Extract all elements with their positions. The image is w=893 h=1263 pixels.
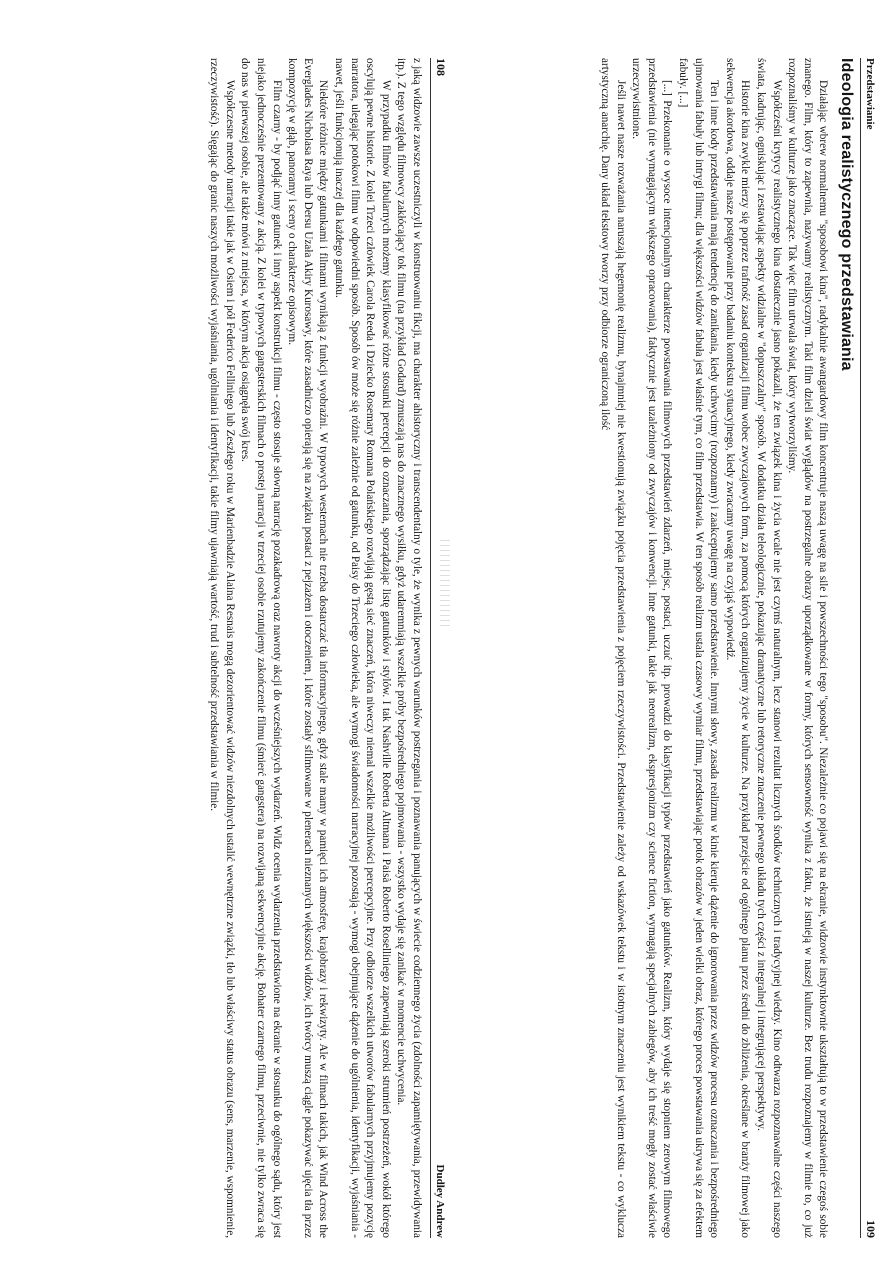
chapter-title: Ideologia realistycznego przedstawiania xyxy=(838,58,855,371)
paragraph: Niektóre różnice między gatunkami i filmami wynikają z funkcji wyobraźni. W typowych westernach nie trzeba dostarczać tła informacyjnego, gdyż stale mamy w pamięci ich atmosferę, krajobrazy i rekwizyty. Ale w filmach takich, jak Wind Across the Everglades Nicholasa Raya lub Dersu Uzała Akiry Kurosawy, które zasadniczo opierają się na związku postaci z pejzażem i otoczeniem, i które zostały sfilmowane w plenerach nieznanych większości widzów, ich twórcy muszą ciągle pokazywać ujęcia tła przez kompozycję w głąb, panoramy i sceny o charakterze opisowym. xyxy=(286,58,330,1238)
page-108 xyxy=(68,58,448,1238)
paragraph: Współczesne metody narracji takie jak w Osiem i pół Federico Felliniego lub Zeszłego roku w Marienbadzie Alaina Resnais mogą dezorientować widzów niezdolnych ustalić wewnętrzne związki, tło lub właściwy status obrazu (sens, marzenie, wspomnienie, rzeczywistość). Sięgając do granic naszych możliwości wyjaśniania, ugólniania i identyfikacji, takie filmy ujawniają wartość, trud i subtelność przedstawiania w filmie. xyxy=(208,58,236,1238)
paragraph: z jaką widzowie zawsze uczestniczyli w konstruowaniu fikcji, ma charakter ahistoryczny i transcendentalny o tyle, że wynika z pewnych warunków postrzegania i poznawania panujących w świecie codziennego życia (zdolności zapamiętywania, przewidywania itp.). Z tego względu filmowcy zakłócający tok filmu (na przykład Godard) zmuszają nas do znacznego wysiłku, gdyż udaremniają wszelkie próby bezpośredniego pojmowania - wszystko wydaje się zanikać w momencie uchwycenia. xyxy=(395,58,423,1238)
running-head-left xyxy=(430,58,448,1238)
paragraph: Ten i inne kody przedstawiania mają tendencję do zanikania, kiedy uchwycimy (rozpoznamy) i zaakceptujemy samo przedstawienie. Innymi słowy, zasada realizmu w kinie kieruje dążenie do ignorowania przez widzów procesu oznaczania i bezpośredniego ujmowania fabuły lub intrygi filmu; dla większości widzów fabuła jest właśnie tym, co film przedstawia. W ten sposób realizm ustala czasowy wymiar filmu, przedstawiając potok obrazów w jeden wielki obraz, którego proces powstawania ukrywa się za efektem fabuły. [...] xyxy=(677,58,721,1238)
running-head-right xyxy=(860,58,878,1238)
page-number-right: 109 xyxy=(864,1220,878,1238)
paragraph: Jeśli nawet nasze rozważania naruszają hegemonię realizmu, bynajmniej nie kwestionują związku pojęcia przedstawienia z pojęciem rzeczywistości. Przedstawienie zależy od wskazówek tekstu i w istotnym znaczeniu jest wynikiem tekstu - co wyklucza artystyczną anarchię. Dany układ tekstowy tworzy przy odbiorze ograniczoną ilość xyxy=(599,58,627,1238)
paragraph: [...] Przekonanie o wysoce intencjonalnym charakterze powstawania filmowych przedstawień zdarzeń, miejsc, postaci, uczuć itp. prowadzi do klasyfikacji typów przedstawień jako gatunków. Realizm, który wydaje się stopniem zerowym filmowego przedstawienia (nie wymagającym większego opracowania), faktycznie jest uzależniony od zwyczajów i konwencji. Inne gatunki, takie jak neorealizm, ekspresjonizm czy science fiction, wymagają specjalnych zabiegów, aby ich treść mogły zostać właściwie urzeczywistnione. xyxy=(630,58,674,1238)
running-head-section: Przedstawianie xyxy=(864,58,876,130)
paragraph: Film czarny - by podjąć inny gatunek i inny aspekt konstrukcji filmu - często stosuje słowną narrację pozakadrową oraz nawroty akcji do wcześniejszych wydarzeń. Widz ocenia wydarzenia przedstawione na ekranie w stosunku do ogólnego sądu, który jest niejako jednocześnie prezentowany z akcją. Z kolei w typowych gangsterskich filmach o prostej narracji w trzeciej osobie rzutujemy zakończenie filmu (śmierć gangstera) na rozwijaną sekwencyjnie akcję. Bohater czarnego filmu, przeciwnie, nie tylko zwraca się do nas w pierwszej osobie, ale także mówi z miejsca, w którym akcja osiągnęła swój kres. xyxy=(239,58,283,1238)
running-head-author: Dudley Andrew xyxy=(434,1164,446,1238)
page-109 xyxy=(498,58,878,1238)
page-number-left: 108 xyxy=(434,58,448,76)
paragraph: Historie kina zwykle mierzy się poprzez trafność zasad organizacji filmu wobec zwyczajowych form, za pomocą których organizujemy życie w kulturze. Na przykład przejście od ogólnego planu przez średni do zbliżenia, określane w branży filmowej jako sekwencja akordowa, oddaje nasze postępowanie przy badaniu kontekstu sytuacyjnego, kiedy zwracamy uwagę na czyjąś wypowiedź. xyxy=(723,58,752,1238)
paragraph: W przypadku filmów fabularnych możemy klasyfikować różne stosunki percepcji do oznaczania, sporządzając listę gatunków i stylów. I tak Nashville Roberta Altmana i Paisà Roberto Roselliniego zapewniają szeroki strumień postrzeżeń, wokół którego oscylują pewne historie. Z kolei Trzeci człowiek Carola Reeda i Dziecko Rosemary Romana Polańskiego rozwijają gęstą sieć znaczeń, która niweczy niemal wszelkie możliwości percepcyjne. Przy odbiorze wszelkich utworów fabularnych przyjmujemy pozycję narratora, ulegając potokowi filmu w odpowiedni sposób. Sposób ów może się różnie zależnie od gatunku, od Paisy do Trzeciego człowieka, ale wymogi świadomości narracyjnej pozostają - wymogi obejmujące dążenie do ugólnienia, identyfikacji, wyjaśniania - nawet, jeśli funkcjonują inaczej dla każdego gatunku. xyxy=(333,58,392,1238)
paragraph: Współcześni krytycy realistycznego kina dostatecznie jasno pokazali, że ten związek kina i życia wcale nie jest czymś naturalnym, lecz stanowi rezultat licznych środków technicznych i tradycyjnej wiedzy. Kino odtwarza rozpoznawalne części naszego świata, kadrując, ogniskując i zestawiając aspekty widzialne w "dopuszczalny" sposób. W dodatku działa teleologicznie, pokazując dramatyczne lub retoryczne znaczenie pewnego układu tych części z integralnej i integrującej perspektywy. xyxy=(755,58,783,1238)
paragraph: Działając wbrew normalnemu "sposobowi kina", radykalnie awangardowy film koncentruje naszą uwagę na sile i powszechności tego "sposobu". Niezależnie co pojawi się na ekranie, widzowie instynktownie ukształtują to w przedstawienie czegoś sobie znanego. Film, który to zapewnia, nazywamy realistycznym. Taki film dzieli świat wyglądów na postrzegalne obrazy uporządkowane w formy, których sensowność wynika z faktu, że istnieją w naszej kulturze. Bez trudu rozpoznajemy w filmie to, co już rozpoznaliśmy w kulturze jako znaczące. Tak więc film utrwala świat, który wytworzyliśmy. xyxy=(786,58,830,1238)
